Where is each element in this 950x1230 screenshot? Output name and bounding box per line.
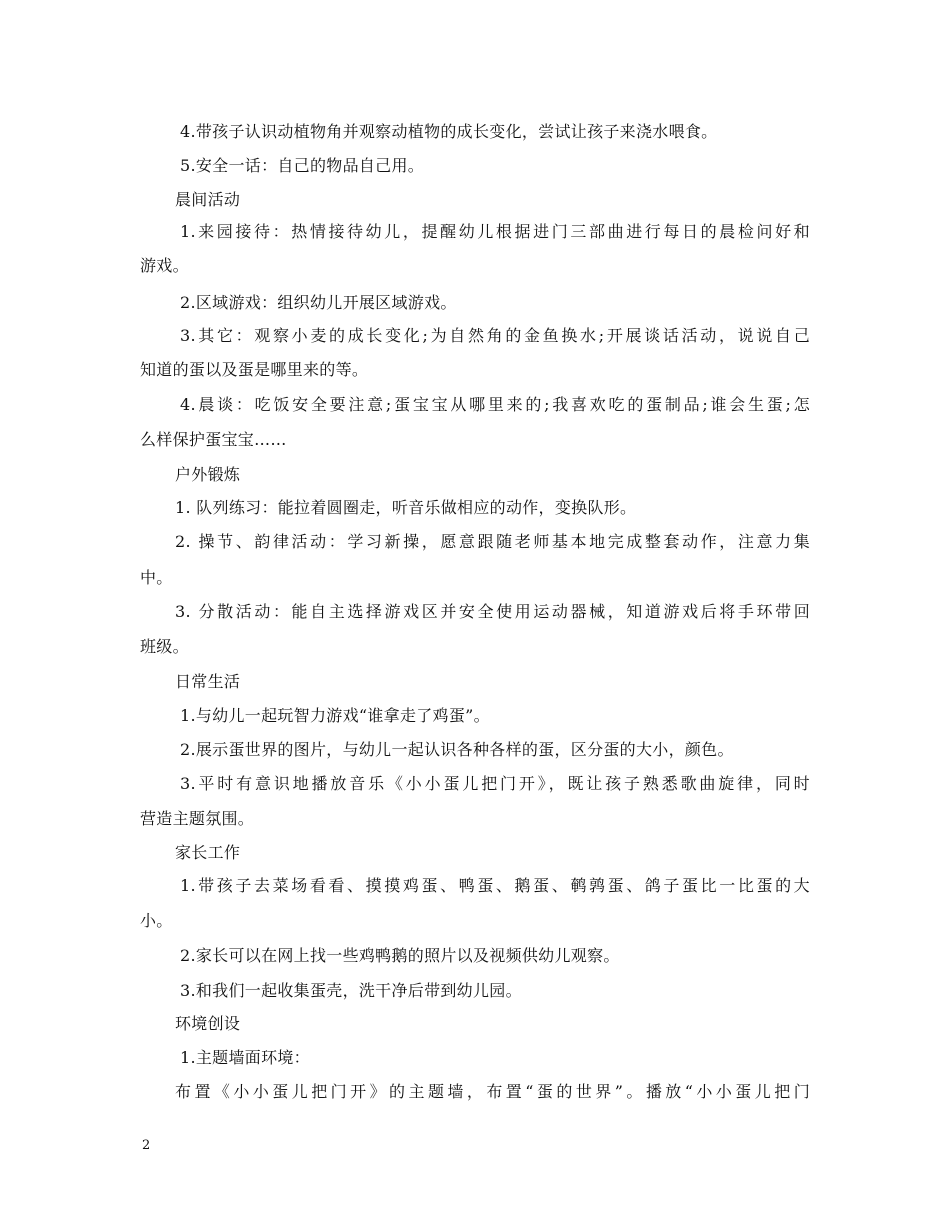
text-line: 1. 队列练习：能拉着圆圈走，听音乐做相应的动作，变换队形。 — [175, 498, 637, 517]
text-line: 营造主题氛围。 — [140, 809, 255, 828]
section-heading: 户外锻炼 — [175, 465, 241, 484]
text-line: 游戏。 — [140, 256, 189, 275]
text-line: 1.带孩子去菜场看看、摸摸鸡蛋、鸭蛋、鹅蛋、鹌鹑蛋、鸽子蛋比一比蛋的大 — [180, 876, 810, 895]
text-line: 知道的蛋以及蛋是哪里来的等。 — [140, 360, 369, 379]
text-line: 布置《小小蛋儿把门开》的主题墙，布置“蛋的世界”。播放“小小蛋儿把门 — [175, 1082, 810, 1101]
text-line: 2. 操节、韵律活动：学习新操，愿意跟随老师基本地完成整套动作，注意力集 — [175, 532, 810, 551]
text-line: 1.来园接待：热情接待幼儿，提醒幼儿根据进门三部曲进行每日的晨检问好和 — [180, 222, 810, 241]
section-heading: 环境创设 — [175, 1014, 241, 1033]
text-line: 3.其它：观察小麦的成长变化;为自然角的金鱼换水;开展谈话活动，说说自己 — [180, 326, 810, 345]
text-line: 中。 — [140, 568, 173, 587]
text-line: 2.区域游戏：组织幼儿开展区域游戏。 — [180, 293, 457, 312]
text-line: 4.晨谈：吃饭安全要注意;蛋宝宝从哪里来的;我喜欢吃的蛋制品;谁会生蛋;怎 — [180, 395, 810, 414]
section-heading: 晨间活动 — [175, 190, 241, 209]
text-line: 小。 — [140, 911, 173, 930]
text-line: 1.与幼儿一起玩智力游戏“谁拿走了鸡蛋”。 — [180, 706, 490, 725]
text-line: 2.家长可以在网上找一些鸡鸭鹅的照片以及视频供幼儿观察。 — [180, 946, 620, 965]
text-line: 3. 分散活动：能自主选择游戏区并安全使用运动器械，知道游戏后将手环带回 — [175, 602, 810, 621]
text-line: 么样保护蛋宝宝…… — [140, 430, 287, 449]
text-line: 5.安全一话：自己的物品自己用。 — [180, 156, 425, 175]
text-line: 3.和我们一起收集蛋壳，洗干净后带到幼儿园。 — [180, 981, 522, 1000]
text-line: 班级。 — [140, 637, 189, 656]
page-number: 2 — [142, 1138, 151, 1153]
text-line: 2.展示蛋世界的图片，与幼儿一起认识各种各样的蛋，区分蛋的大小，颜色。 — [180, 740, 734, 759]
section-heading: 日常生活 — [175, 672, 241, 691]
text-line: 1.主题墙面环境： — [180, 1048, 310, 1067]
section-heading: 家长工作 — [175, 843, 241, 862]
text-line: 3.平时有意识地播放音乐《小小蛋儿把门开》，既让孩子熟悉歌曲旋律，同时 — [180, 774, 810, 793]
text-line: 4.带孩子认识动植物角并观察动植物的成长变化，尝试让孩子来浇水喂食。 — [180, 122, 718, 141]
